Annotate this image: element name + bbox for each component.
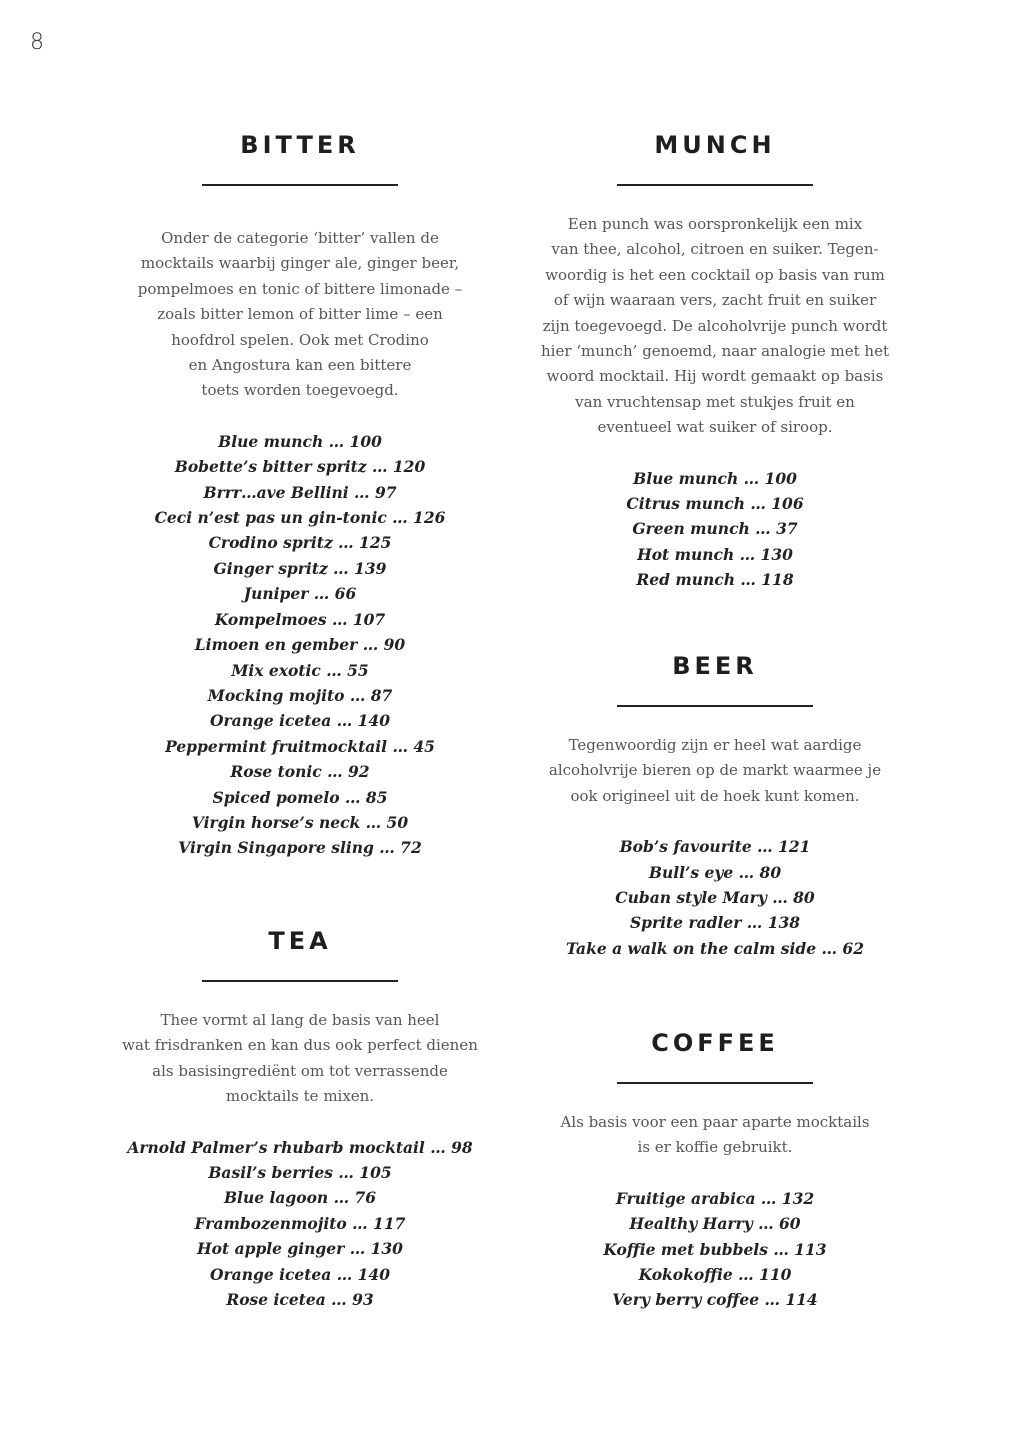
recipe-link[interactable]: Hot apple ginger … 130 (197, 1239, 403, 1259)
intro-line: pompelmoes en tonic of bittere limonade – (137, 279, 463, 298)
section-title: COFFEE (651, 1029, 779, 1057)
section-coffee (515, 1028, 915, 1313)
section-intro (515, 733, 915, 809)
recipe-link[interactable]: Limoen en gember … 90 (194, 635, 406, 655)
intro-line: Thee vormt al lang de basis van heel (160, 1011, 440, 1029)
recipe-link[interactable]: Bob’s favourite … 121 (619, 837, 811, 857)
section-bitter (100, 130, 500, 861)
recipe-link[interactable]: Juniper … 66 (243, 584, 357, 604)
intro-line: Tegenwoordig zijn er heel wat aardige (568, 736, 862, 754)
recipe-link[interactable]: Koffie met bubbels … 113 (603, 1239, 827, 1259)
recipe-link[interactable]: Blue lagoon … 76 (223, 1188, 377, 1208)
recipe-link[interactable]: Rose icetea … 93 (226, 1290, 374, 1310)
intro-line: hier ‘munch’ genoemd, naar analogie met het (541, 342, 889, 361)
divider (202, 184, 398, 186)
intro-line: mocktails waarbij ginger ale, ginger beer, (140, 254, 460, 273)
recipe-link[interactable]: Fruitige arabica … 132 (615, 1188, 815, 1208)
recipe-list (515, 834, 915, 961)
intro-line: als basisingrediënt om tot verrassende (152, 1061, 448, 1080)
recipe-link[interactable]: Hot munch … 130 (637, 544, 793, 564)
intro-line: Een punch was oorspronkelijk een mix (567, 215, 863, 233)
intro-line: eventueel wat suiker of siroop. (597, 418, 833, 437)
intro-line: woord mocktail. Hij wordt gemaakt op basis (546, 367, 884, 386)
recipe-link[interactable]: Arnold Palmer’s rhubarb mocktail … 98 (127, 1137, 473, 1157)
intro-line: mocktails te mixen. (225, 1087, 375, 1106)
recipe-link[interactable]: Virgin horse’s neck … 50 (191, 812, 409, 832)
recipe-link[interactable]: Ginger spritz … 139 (213, 558, 387, 578)
recipe-link[interactable]: Red munch … 118 (636, 570, 794, 590)
recipe-link[interactable]: Ceci n’est pas un gin-tonic … 126 (154, 508, 446, 528)
recipe-list (515, 466, 915, 593)
section-title: MUNCH (654, 131, 776, 159)
intro-line: alcoholvrije bieren op de markt waarmee je (548, 761, 882, 780)
recipe-list (100, 1135, 500, 1313)
recipe-link[interactable]: Spiced pomelo … 85 (212, 787, 388, 807)
recipe-link[interactable]: Healthy Harry … 60 (629, 1214, 801, 1234)
section-intro (100, 1008, 500, 1110)
divider (617, 184, 813, 186)
recipe-link[interactable]: Blue munch … 100 (633, 468, 797, 488)
intro-line: is er koffie gebruikt. (637, 1138, 793, 1157)
recipe-link[interactable]: Mocking mojito … 87 (207, 685, 393, 705)
section-intro (515, 212, 915, 441)
recipe-link[interactable]: Citrus munch … 106 (626, 494, 804, 514)
intro-line: Als basis voor een paar aparte mocktails (560, 1113, 870, 1131)
recipe-list (100, 429, 500, 861)
recipe-link[interactable]: Brrr…ave Bellini … 97 (203, 482, 397, 502)
section-tea (100, 926, 500, 1312)
recipe-link[interactable]: Bull’s eye … 80 (648, 862, 782, 882)
recipe-link[interactable]: Mix exotic … 55 (231, 660, 369, 680)
page-number: 8 (30, 30, 44, 55)
intro-line: wat frisdranken en kan dus ook perfect dienen (122, 1036, 478, 1055)
recipe-link[interactable]: Bobette’s bitter spritz … 120 (174, 457, 426, 477)
recipe-link[interactable]: Kokokoffie … 110 (638, 1265, 792, 1285)
divider (617, 1082, 813, 1084)
recipe-link[interactable]: Take a walk on the calm side … 62 (566, 938, 864, 958)
recipe-link[interactable]: Sprite radler … 138 (629, 913, 801, 933)
intro-line: zoals bitter lemon of bitter lime – een (157, 305, 443, 324)
section-title: BEER (672, 652, 758, 680)
recipe-link[interactable]: Frambozenmojito … 117 (194, 1213, 406, 1233)
intro-line: woordig is het een cocktail op basis van rum (545, 265, 885, 284)
section-munch (515, 130, 915, 593)
intro-line: hoofdrol spelen. Ook met Crodino (171, 330, 429, 349)
section-title: TEA (268, 927, 332, 955)
intro-line: van vruchtensap met stukjes fruit en (575, 392, 855, 411)
section-title: BITTER (240, 131, 360, 159)
intro-line: Onder de categorie ‘bitter’ vallen de (161, 229, 439, 247)
intro-line: toets worden toegevoegd. (201, 381, 399, 400)
intro-line: of wijn waaraan vers, zacht fruit en suiker (553, 291, 877, 310)
recipe-link[interactable]: Green munch … 37 (632, 519, 798, 539)
recipe-list (515, 1186, 915, 1313)
divider (617, 705, 813, 707)
recipe-link[interactable]: Peppermint fruitmocktail … 45 (165, 736, 435, 756)
recipe-link[interactable]: Blue munch … 100 (218, 431, 382, 451)
section-intro (515, 1110, 915, 1161)
divider (202, 980, 398, 982)
recipe-link[interactable]: Orange icetea … 140 (210, 1264, 390, 1284)
intro-line: ook origineel uit de hoek kunt komen. (570, 786, 860, 805)
section-intro (100, 226, 500, 404)
recipe-link[interactable]: Crodino spritz … 125 (208, 533, 392, 553)
intro-line: zijn toegevoegd. De alcoholvrije punch wordt (542, 316, 888, 335)
recipe-link[interactable]: Virgin Singapore sling … 72 (178, 838, 422, 858)
recipe-link[interactable]: Rose tonic … 92 (230, 762, 370, 782)
recipe-link[interactable]: Kompelmoes … 107 (214, 609, 386, 629)
intro-line: en Angostura kan een bittere (188, 356, 412, 375)
recipe-link[interactable]: Orange icetea … 140 (210, 711, 390, 731)
recipe-link[interactable]: Cuban style Mary … 80 (615, 888, 815, 908)
recipe-link[interactable]: Very berry coffee … 114 (612, 1290, 818, 1310)
recipe-link[interactable]: Basil’s berries … 105 (208, 1163, 392, 1183)
section-beer (515, 651, 915, 961)
intro-line: van thee, alcohol, citroen en suiker. Tegen- (551, 240, 879, 259)
